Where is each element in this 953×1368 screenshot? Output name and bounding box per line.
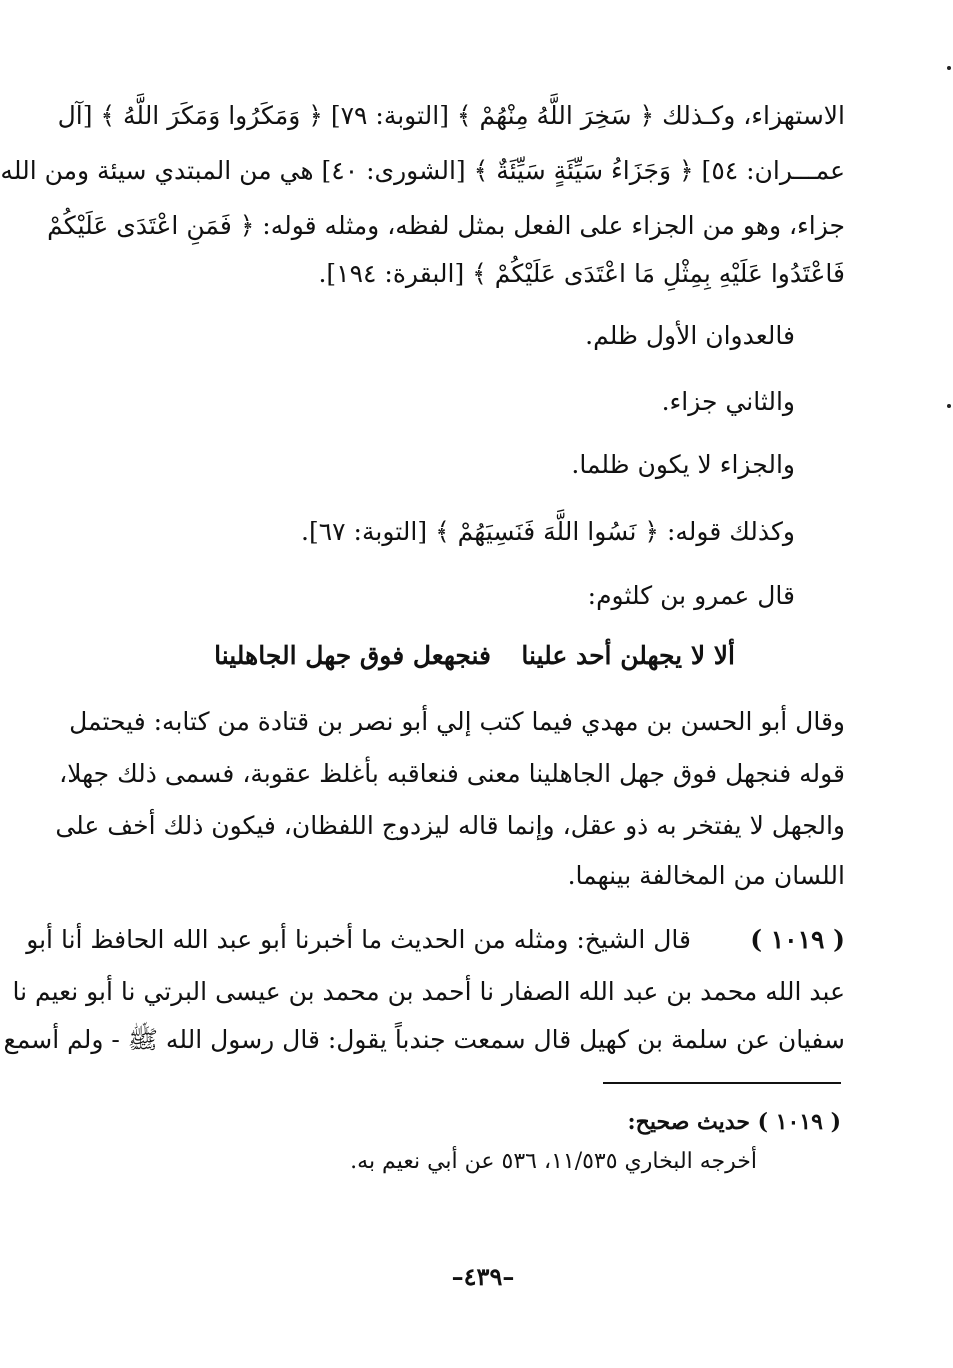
page-number: –٤٣٩– <box>451 1262 515 1291</box>
hadith-line-1: قال الشيخ: ومثله من الحديث ما أخبرنا أبو عبد الله الحافظ أنا أبو <box>26 925 691 954</box>
para2-line-3: والجهل لا يفتخر به ذو عقل، وإنما قاله ليزدوج اللفظان، فيكون ذلك أخف على <box>55 811 845 840</box>
body-line-5: فالعدوان الأول ظلم. <box>585 321 795 350</box>
body-line-1: الاستهزاء، وكـذلك ﴿ سَخِرَ اللَّهُ مِنْهُمْ ﴾ [التوبة: ٧٩] ﴿ وَمَكَرُوا وَمَكَرَ اللَّهُ ﴾ [آل <box>57 101 845 130</box>
body-line-9: قال عمرو بن كلثوم: <box>587 581 795 610</box>
body-line-8: وكذلك قوله: ﴿ نَسُوا اللَّهَ فَنَسِيَهُمْ ﴾ [التوبة: ٦٧]. <box>301 517 795 546</box>
para2-line-2: قوله فنجهل فوق جهل الجاهلينا معنى فنعاقبه بأغلظ عقوبة، فسمى ذلك جهلا، <box>59 759 845 788</box>
hadith-number: ( ١٠١٩ ) <box>750 925 845 954</box>
body-line-4: فَاعْتَدُوا عَلَيْهِ بِمِثْلِ مَا اعْتَدَى عَلَيْكُمْ ﴾ [البقرة: ١٩٤]. <box>318 259 845 288</box>
body-line-3: جزاء، وهو من الجزاء على الفعل بمثل لفظه، ومثله قوله: ﴿ فَمَنِ اعْتَدَى عَلَيْكُمْ <box>47 211 845 240</box>
verse-second-hemistich: فنجهعل فوق جهل الجاهلينا <box>214 641 491 670</box>
body-line-2: عمـــران: ٥٤] ﴿ وَجَزَاءُ سَيِّئَةٍ سَيِّئَةٌ ﴾ [الشورى: ٤٠] هي من المبتدي سيئة ومن الله <box>0 156 845 185</box>
para2-line-4: اللسان من المخالفة بينهما. <box>567 861 845 890</box>
verse-first-hemistich: ألا لا يجهلن أحد علينا <box>521 641 735 670</box>
body-line-7: والجزاء لا يكون ظلما. <box>571 450 795 479</box>
footnote-text: أخرجه البخاري ١١/٥٣٥، ٥٣٦ عن أبي نعيم به. <box>350 1149 757 1174</box>
footnote-separator <box>603 1082 841 1084</box>
footnote-heading: ( ١٠١٩ ) حديث صحيح: <box>627 1109 841 1135</box>
margin-mark <box>947 404 951 408</box>
hadith-line-3: سفيان عن سلمة بن كهيل قال سمعت جندباً يقول: قال رسول الله ﷺ - ولم أسمع <box>3 1025 845 1054</box>
para2-line-1: وقال أبو الحسن بن مهدي فيما كتب إلي أبو نصر بن قتادة من كتابه: فيحتمل <box>69 707 845 736</box>
hadith-line-2: عبد الله محمد بن عبد الله الصفار نا أحمد بن محمد بن عيسى البرتي نا أبو نعيم نا <box>12 977 845 1006</box>
body-line-6: والثاني جزاء. <box>661 387 795 416</box>
margin-mark <box>947 66 951 70</box>
